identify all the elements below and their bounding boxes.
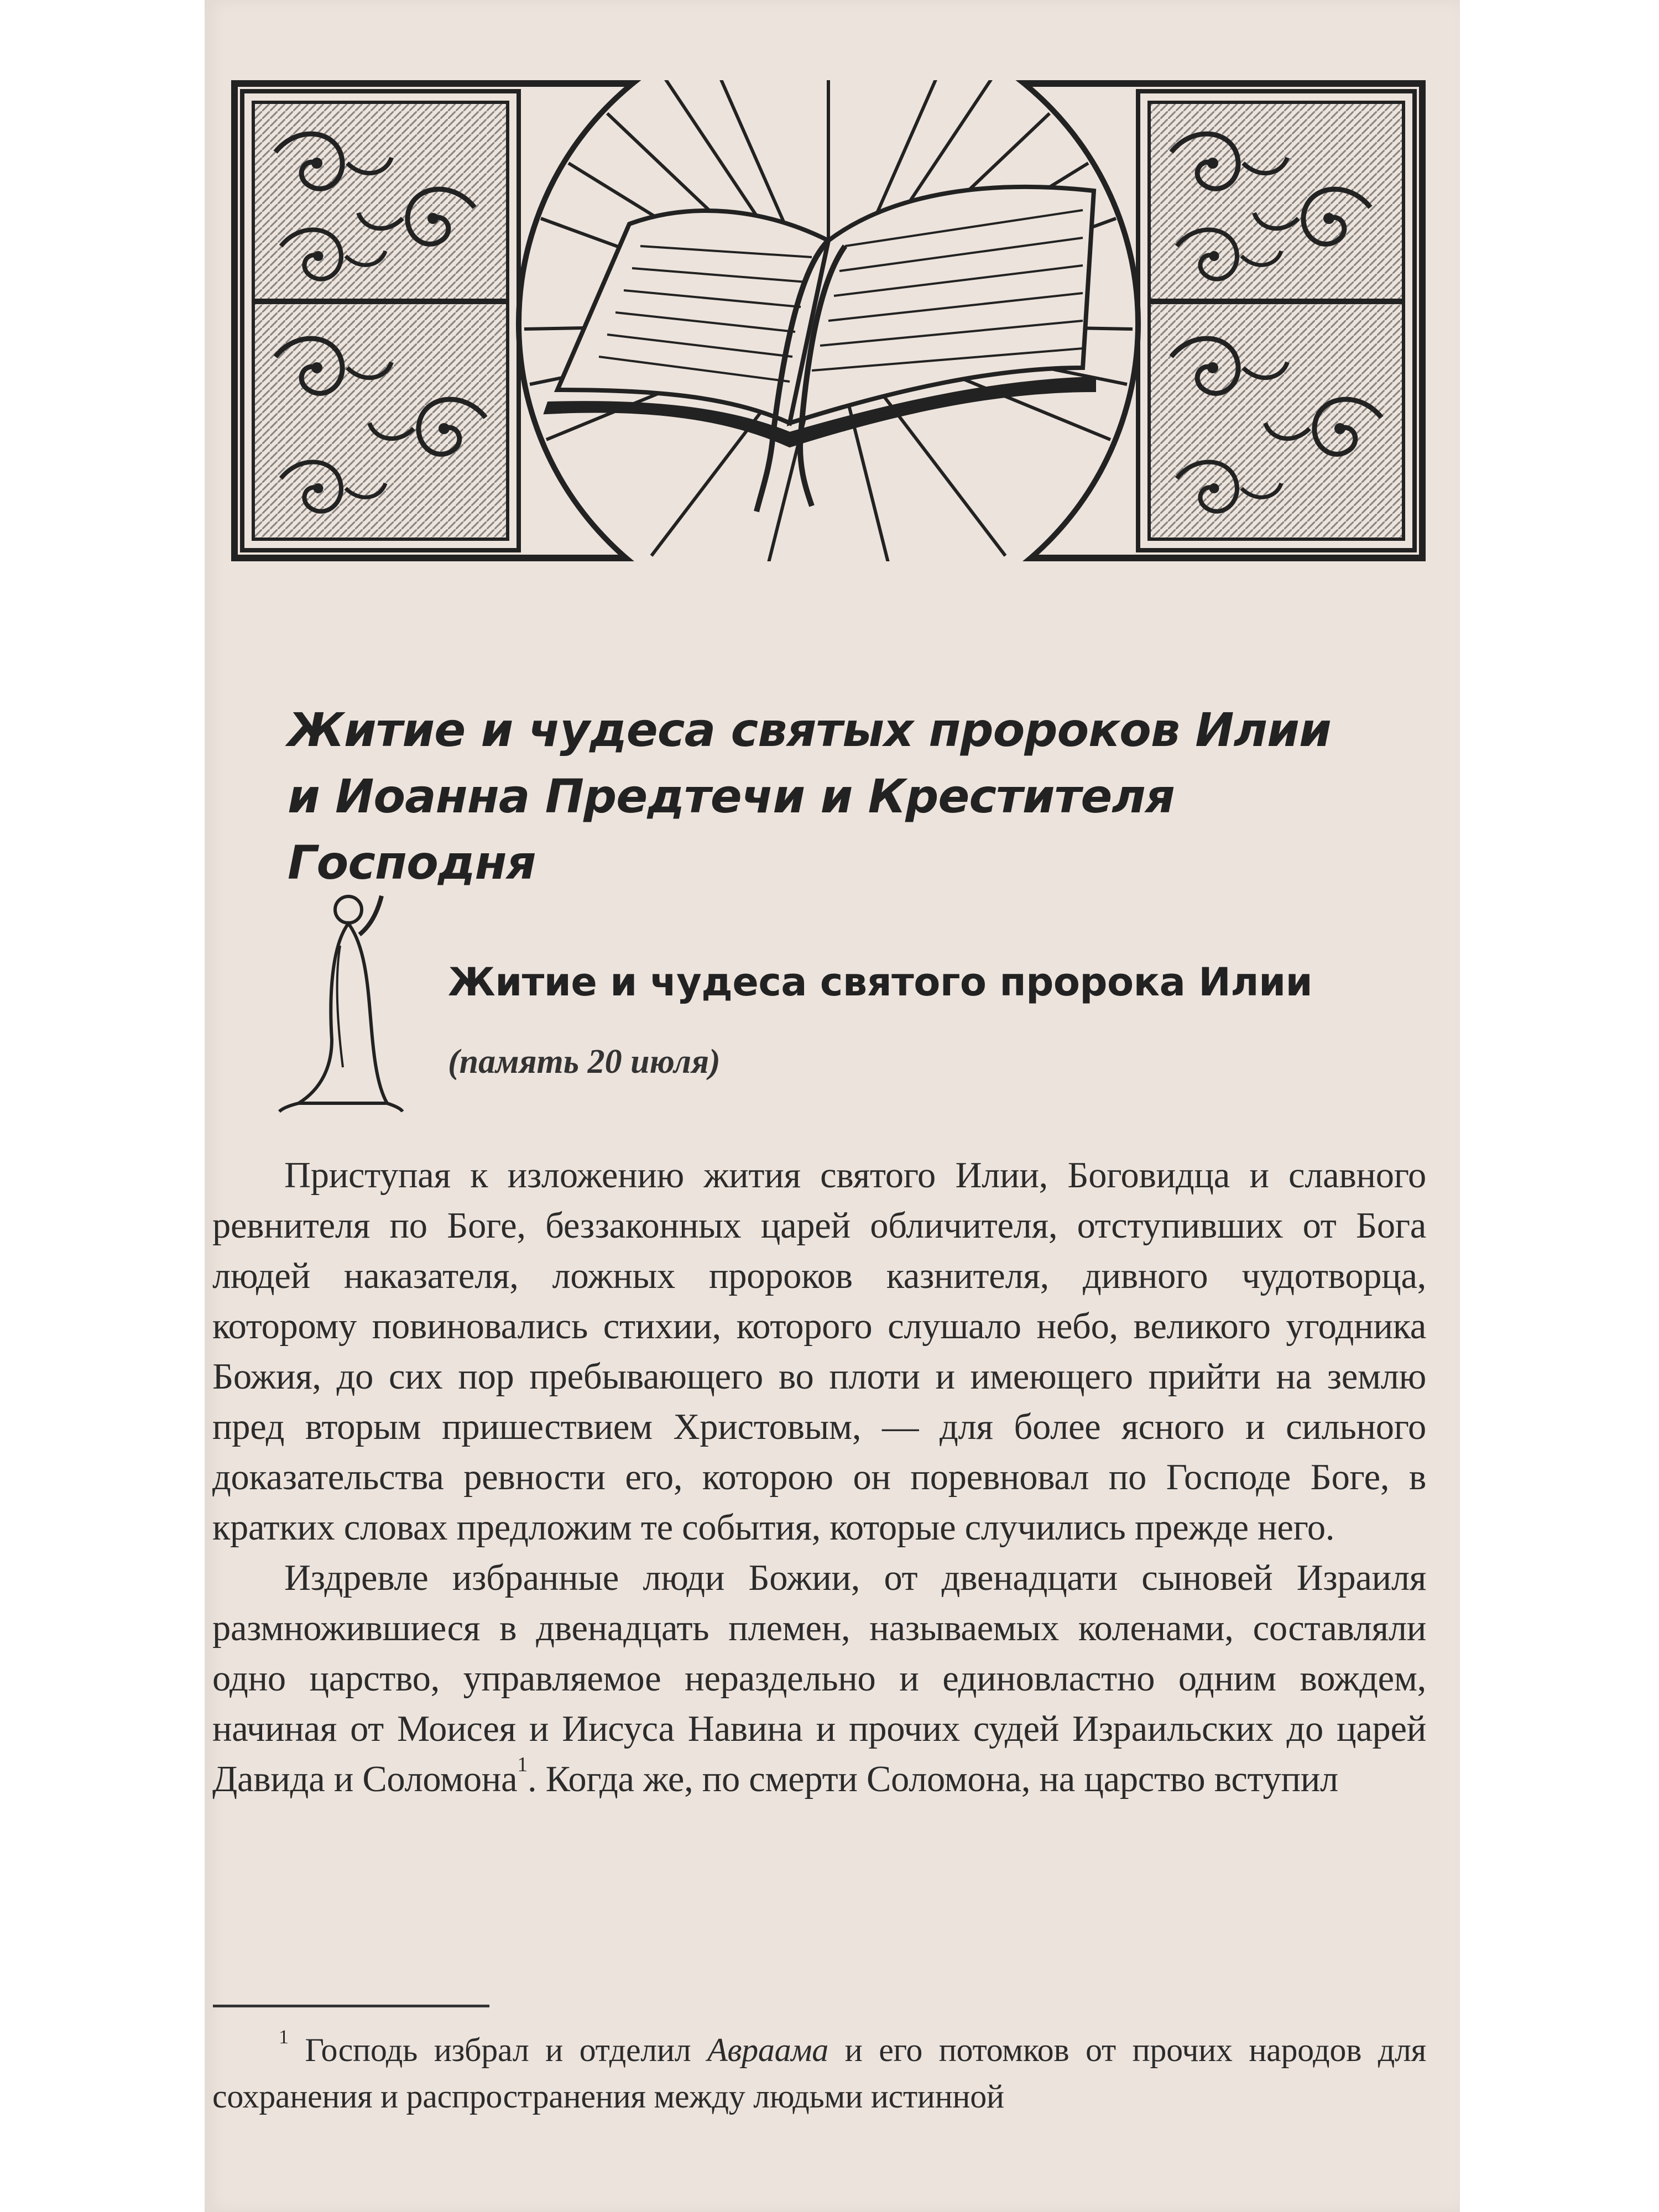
left-ornament-panel [242, 91, 519, 550]
memory-date: (память 20 июля) [448, 1043, 721, 1081]
book-page [205, 0, 1460, 2212]
praying-prophet-figure [276, 885, 404, 1117]
book-headpiece-illustration [231, 80, 1426, 561]
footnote-marker: 1 [279, 2026, 289, 2048]
paragraph [212, 1553, 1426, 1804]
paragraph-text: . Когда же, по смерти Соломона, на царство вступил [528, 1759, 1338, 1799]
section-title [288, 697, 1421, 896]
section-title-line-2: и Иоанна Предтечи и Крестителя Господня [288, 769, 1175, 890]
body-text [212, 1150, 1426, 1804]
chapter-title: Житие и чудеса святого пророка Илии [448, 959, 1313, 1005]
footnote-text: Господь избрал и отделил [288, 2032, 708, 2068]
paragraph: Приступая к изложению жития святого Илии, Боговидца и славного ревнителя по Боге, беззаконных царей обличителя, отступивших от Бога людей наказателя, ложных пророков казнителя, дивного чудотворца, которому повиновались стихии, которого слушало небо, великого угодника Божия, до сих пор пребывающего во плоти и имеющего прийти на землю пред вторым пришествием Христовым, — для более ясного и сильного доказательства ревности его, которою он поревновал по Господе Боге, в кратких словах предложим те события, которые случились прежде него. [212, 1155, 1426, 1548]
section-title-line-1: Житие и чудеса святых пророков Илии [288, 703, 1331, 757]
footnote-reference[interactable]: 1 [517, 1753, 528, 1776]
footnote-divider [213, 2005, 489, 2007]
footnote [212, 2027, 1426, 2120]
footnote-emphasis: Авраама [707, 2032, 828, 2068]
right-ornament-panel [1138, 91, 1415, 550]
footnote-text: и его потомков от прочих народов для сохранения и распространения между людьми истинной [212, 2032, 1426, 2115]
paragraph-text: Издревле избранные люди Божии, от двенадцати сыновей Израиля размножившиеся в двенадцать племен, называемых коленами, составляли одно царство, управляемое нераздельно и единовластно одним вождем, начиная от Моисея и Иисуса Навина и прочих судей Израильских до царей Давида и Соломона [212, 1558, 1426, 1799]
